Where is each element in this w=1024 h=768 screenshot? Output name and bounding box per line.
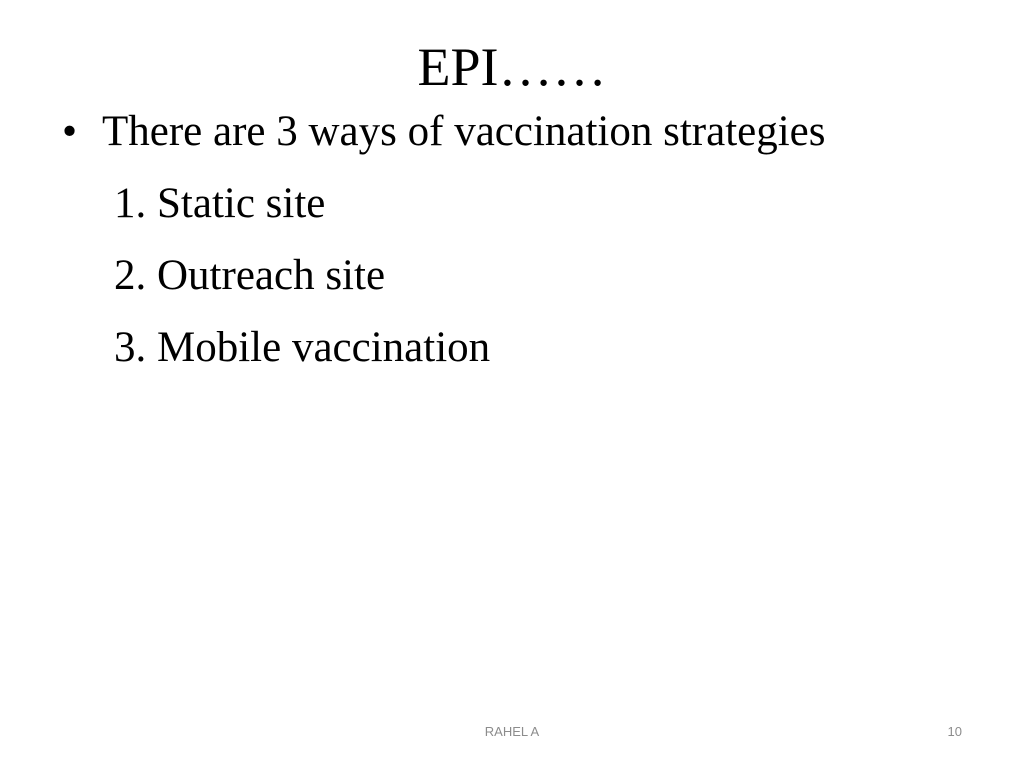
bullet-icon: • (62, 108, 78, 155)
slide-content (62, 102, 982, 390)
list-item: 2. Outreach site (114, 252, 386, 299)
strategy-list (62, 174, 982, 390)
list-item: 1. Static site (114, 180, 326, 227)
page-number: 10 (947, 724, 962, 739)
footer-author: RAHEL A (484, 724, 540, 739)
list-item: 3. Mobile vaccination (114, 324, 491, 371)
slide-title: EPI…… (417, 37, 607, 97)
bullet-point (62, 102, 982, 162)
bullet-text: There are 3 ways of vaccination strategies (102, 108, 826, 155)
